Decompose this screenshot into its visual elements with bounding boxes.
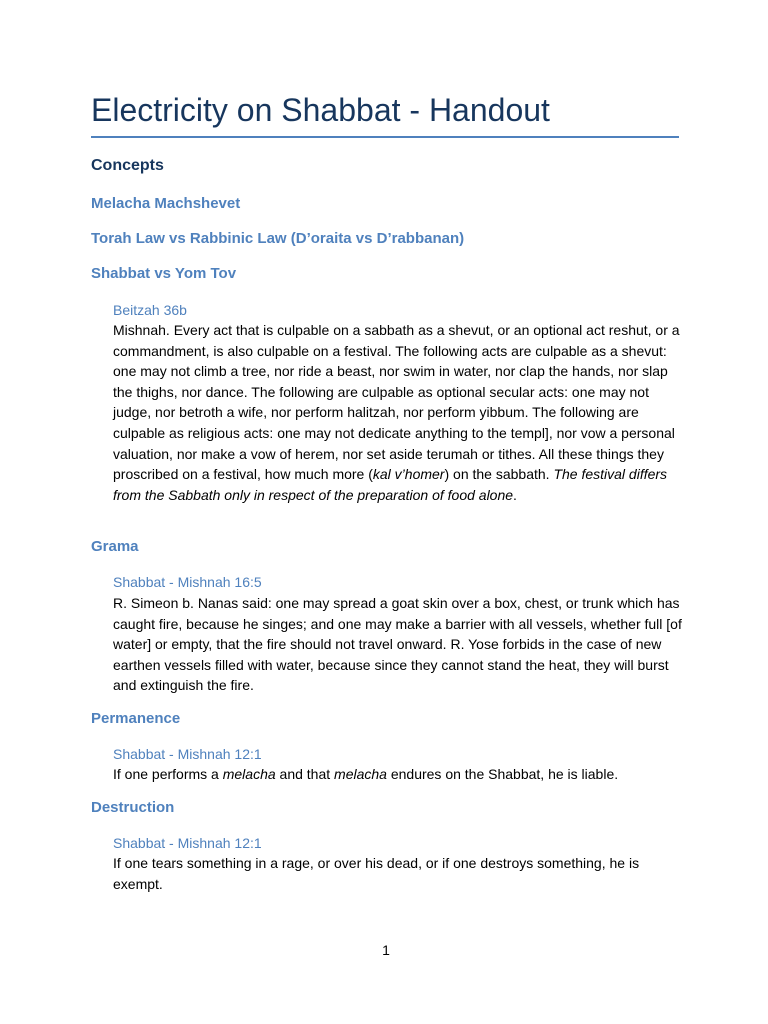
quote-text-segment: Mishnah. Every act that is culpable on a sabbath as a shevut, or an optional act reshut, or a commandment, is also culpable on a festival. The following acts are culpable as a shevut: one may not climb a tree, nor ride a beast, nor swim in water, nor clap the hands, nor slap the thighs, nor dance. The following are culpable as optional secular acts: one may not judge, nor betroth a wife, nor perform halitzah, nor perform yibbum. The following are culpable as religious acts: one may not dedicate anything to the templ], nor vow a personal valuation, nor make a vow of herem, nor set aside terumah or tithes. All these things they proscribed on a festival, how much more (	[113, 322, 680, 483]
quote-text-segment: .	[513, 486, 517, 503]
permanence-source-citation: Shabbat - Mishnah 12:1	[113, 746, 262, 762]
shabbat-vs-yomtov-heading: Shabbat vs Yom Tov	[91, 265, 237, 282]
quote-text-segment: and that	[275, 766, 335, 782]
grama-source-citation: Shabbat - Mishnah 16:5	[113, 574, 262, 590]
quote-italic-term: melacha	[222, 766, 276, 782]
permanence-heading: Permanence	[91, 710, 181, 727]
permanence-quote-text	[113, 764, 683, 785]
grama-quote-text: R. Simeon b. Nanas said: one may spread a goat skin over a box, chest, or trunk which has caught fire, because he singes; and one may make a barrier with all vessels, whether full [of water] or empty, that the fire should not travel onward. R. Yose forbids in the case of new earthen vessels filled with water, because since they cannot stand the heat, they will burst and extinguish the fire.	[113, 595, 682, 694]
quote-text-segment: endures on the Shabbat, he is liable.	[386, 766, 619, 782]
destruction-heading: Destruction	[91, 799, 175, 816]
quote-italic-conclusion: The festival differs from the Sabbath only in respect of the preparation of food alone	[113, 466, 668, 503]
grama-heading: Grama	[91, 538, 139, 555]
concepts-heading: Concepts	[91, 157, 164, 174]
beitzah-source-citation: Beitzah 36b	[113, 302, 187, 318]
quote-italic-term: melacha	[334, 766, 387, 782]
torah-law-heading: Torah Law vs Rabbinic Law (D’oraita vs D’rabbanan)	[91, 230, 465, 247]
melacha-machshevet-heading: Melacha Machshevet	[91, 195, 241, 212]
destruction-quote-text: If one tears something in a rage, or over his dead, or if one destroys something, he is exempt.	[113, 855, 640, 892]
page-number: 1	[382, 942, 390, 958]
destruction-source-citation: Shabbat - Mishnah 12:1	[113, 835, 262, 851]
quote-italic-term: kal v’homer	[372, 466, 445, 483]
document-title: Electricity on Shabbat - Handout	[91, 92, 550, 128]
quote-text-segment: ) on the sabbath.	[444, 466, 554, 483]
quote-text-segment: If one performs a	[113, 766, 223, 782]
title-underline-rule	[91, 136, 679, 138]
beitzah-quote-text	[113, 320, 683, 505]
